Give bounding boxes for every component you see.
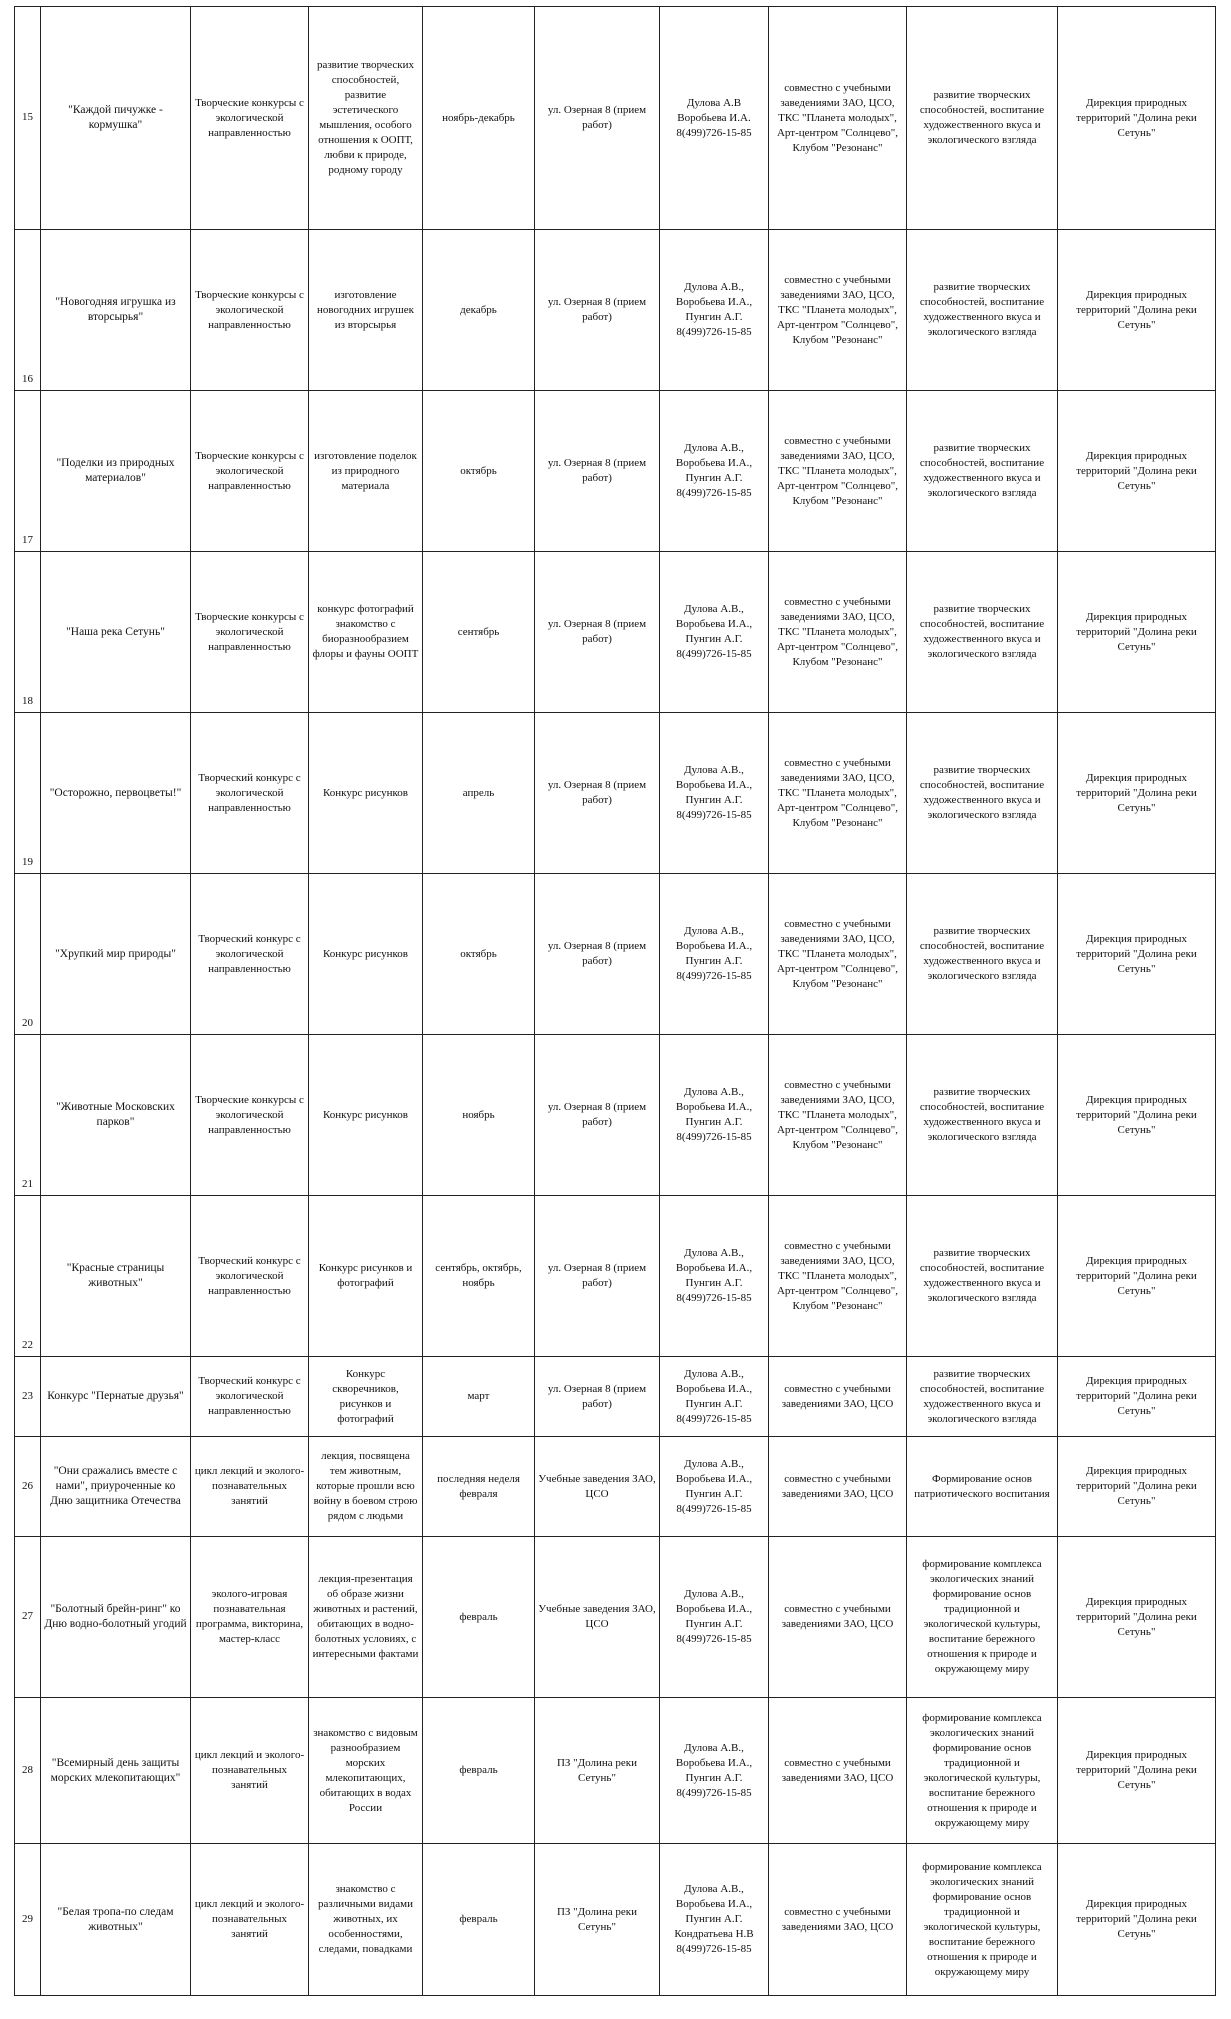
event-responsible: Дулова А.В., Воробьева И.А., Пунгин А.Г. 8(499)726-15-85 [660, 1437, 769, 1537]
event-partners: совместно с учебными заведениями ЗАО, ЦСО [769, 1437, 907, 1537]
row-number: 18 [15, 552, 41, 713]
table-row [15, 1437, 1216, 1537]
event-responsible: Дулова А.В., Воробьева И.А., Пунгин А.Г. Кондратьева Н.В 8(499)726-15-85 [660, 1844, 769, 1996]
event-name: "Каждой пичужке - кормушка" [41, 7, 191, 230]
event-place: ул. Озерная 8 (прием работ) [535, 552, 660, 713]
event-partners: совместно с учебными заведениями ЗАО, ЦСО [769, 1844, 907, 1996]
event-date: октябрь [423, 391, 535, 552]
event-responsible: Дулова А.В., Воробьева И.А., Пунгин А.Г. 8(499)726-15-85 [660, 391, 769, 552]
event-place: ул. Озерная 8 (прием работ) [535, 230, 660, 391]
table-row [15, 552, 1216, 713]
event-content: конкурс фотографий знакомство с биоразнообразием флоры и фауны ООПТ [309, 552, 423, 713]
event-form: цикл лекций и эколого-познавательных занятий [191, 1844, 309, 1996]
table-row [15, 1537, 1216, 1698]
event-name: "Хрупкий мир природы" [41, 874, 191, 1035]
row-number: 26 [15, 1437, 41, 1537]
table-row [15, 7, 1216, 230]
row-number: 19 [15, 713, 41, 874]
event-content: изготовление новогодних игрушек из вторсырья [309, 230, 423, 391]
event-content: Конкурс рисунков [309, 1035, 423, 1196]
event-goal: развитие творческих способностей, воспитание художественного вкуса и экологического взгляда [907, 391, 1058, 552]
event-form: Творческий конкурс с экологической направленностью [191, 1357, 309, 1437]
event-place: ул. Озерная 8 (прием работ) [535, 1196, 660, 1357]
event-goal: развитие творческих способностей, воспитание художественного вкуса и экологического взгляда [907, 552, 1058, 713]
event-place: ул. Озерная 8 (прием работ) [535, 713, 660, 874]
event-partners: совместно с учебными заведениями ЗАО, ЦСО, ТКС "Планета молодых", Арт-центром "Солнцево", Клубом "Резонанс" [769, 1035, 907, 1196]
event-date: ноябрь-декабрь [423, 7, 535, 230]
event-partners: совместно с учебными заведениями ЗАО, ЦСО [769, 1698, 907, 1844]
event-date: ноябрь [423, 1035, 535, 1196]
event-content: знакомство с различными видами животных, их особенностями, следами, повадками [309, 1844, 423, 1996]
event-place: ул. Озерная 8 (прием работ) [535, 1357, 660, 1437]
event-goal: формирование комплекса экологических знаний формирование основ традиционной и экологической культуры, воспитание бережного отношения к природе и окружающему миру [907, 1844, 1058, 1996]
event-organizer: Дирекция природных территорий "Долина реки Сетунь" [1058, 874, 1216, 1035]
event-place: ПЗ "Долина реки Сетунь" [535, 1844, 660, 1996]
event-date: февраль [423, 1537, 535, 1698]
event-place: Учебные заведения ЗАО, ЦСО [535, 1437, 660, 1537]
event-content: Конкурс рисунков [309, 713, 423, 874]
event-goal: развитие творческих способностей, воспитание художественного вкуса и экологического взгляда [907, 1035, 1058, 1196]
event-organizer: Дирекция природных территорий "Долина реки Сетунь" [1058, 230, 1216, 391]
event-form: Творческий конкурс с экологической направленностью [191, 1196, 309, 1357]
event-goal: развитие творческих способностей, воспитание художественного вкуса и экологического взгляда [907, 1196, 1058, 1357]
event-date: февраль [423, 1698, 535, 1844]
row-number: 27 [15, 1537, 41, 1698]
event-organizer: Дирекция природных территорий "Долина реки Сетунь" [1058, 713, 1216, 874]
event-responsible: Дулова А.В., Воробьева И.А., Пунгин А.Г. 8(499)726-15-85 [660, 1357, 769, 1437]
event-name: "Красные страницы животных" [41, 1196, 191, 1357]
table-row [15, 1698, 1216, 1844]
event-partners: совместно с учебными заведениями ЗАО, ЦСО, ТКС "Планета молодых", Арт-центром "Солнцево", Клубом "Резонанс" [769, 552, 907, 713]
event-organizer: Дирекция природных территорий "Долина реки Сетунь" [1058, 1698, 1216, 1844]
event-form: цикл лекций и эколого-познавательных занятий [191, 1698, 309, 1844]
row-number: 22 [15, 1196, 41, 1357]
event-organizer: Дирекция природных территорий "Долина реки Сетунь" [1058, 7, 1216, 230]
event-organizer: Дирекция природных территорий "Долина реки Сетунь" [1058, 552, 1216, 713]
event-partners: совместно с учебными заведениями ЗАО, ЦСО, ТКС "Планета молодых", Арт-центром "Солнцево", Клубом "Резонанс" [769, 713, 907, 874]
event-responsible: Дулова А.В Воробьева И.А. 8(499)726-15-85 [660, 7, 769, 230]
table-row [15, 713, 1216, 874]
event-responsible: Дулова А.В., Воробьева И.А., Пунгин А.Г. 8(499)726-15-85 [660, 713, 769, 874]
events-table [14, 6, 1216, 1996]
row-number: 16 [15, 230, 41, 391]
event-organizer: Дирекция природных территорий "Долина реки Сетунь" [1058, 1537, 1216, 1698]
event-organizer: Дирекция природных территорий "Долина реки Сетунь" [1058, 1357, 1216, 1437]
event-date: февраль [423, 1844, 535, 1996]
event-form: Творческий конкурс с экологической направленностью [191, 713, 309, 874]
event-content: знакомство с видовым разнообразием морских млекопитающих, обитающих в водах России [309, 1698, 423, 1844]
event-content: Конкурс рисунков и фотографий [309, 1196, 423, 1357]
table-row [15, 1196, 1216, 1357]
event-responsible: Дулова А.В., Воробьева И.А., Пунгин А.Г. 8(499)726-15-85 [660, 1035, 769, 1196]
event-date: декабрь [423, 230, 535, 391]
event-place: Учебные заведения ЗАО, ЦСО [535, 1537, 660, 1698]
event-content: лекция, посвящена тем животным, которые прошли всю войну в боевом строю рядом с людьми [309, 1437, 423, 1537]
event-content: развитие творческих способностей, развитие эстетического мышления, особого отношения к ООПТ, любви к природе, родному городу [309, 7, 423, 230]
event-organizer: Дирекция природных территорий "Долина реки Сетунь" [1058, 1437, 1216, 1537]
row-number: 23 [15, 1357, 41, 1437]
table-row [15, 391, 1216, 552]
event-place: ПЗ "Долина реки Сетунь" [535, 1698, 660, 1844]
event-date: апрель [423, 713, 535, 874]
event-goal: развитие творческих способностей, воспитание художественного вкуса и экологического взгляда [907, 230, 1058, 391]
event-goal: развитие творческих способностей, воспитание художественного вкуса и экологического взгляда [907, 874, 1058, 1035]
table-row [15, 1357, 1216, 1437]
event-place: ул. Озерная 8 (прием работ) [535, 391, 660, 552]
event-form: Творческие конкурсы с экологической направленностью [191, 7, 309, 230]
row-number: 20 [15, 874, 41, 1035]
table-row [15, 874, 1216, 1035]
event-responsible: Дулова А.В., Воробьева И.А., Пунгин А.Г. 8(499)726-15-85 [660, 1698, 769, 1844]
event-name: "Всемирный день защиты морских млекопитающих" [41, 1698, 191, 1844]
event-date: последняя неделя февраля [423, 1437, 535, 1537]
event-name: Конкурс "Пернатые друзья" [41, 1357, 191, 1437]
event-date: сентябрь [423, 552, 535, 713]
event-goal: формирование комплекса экологических знаний формирование основ традиционной и экологической культуры, воспитание бережного отношения к природе и окружающему миру [907, 1698, 1058, 1844]
table-row [15, 1035, 1216, 1196]
event-goal: развитие творческих способностей, воспитание художественного вкуса и экологического взгляда [907, 7, 1058, 230]
event-name: "Они сражались вместе с нами", приуроченные ко Дню защитника Отечества [41, 1437, 191, 1537]
event-organizer: Дирекция природных территорий "Долина реки Сетунь" [1058, 1035, 1216, 1196]
event-form: цикл лекций и эколого-познавательных занятий [191, 1437, 309, 1537]
event-name: "Осторожно, первоцветы!" [41, 713, 191, 874]
row-number: 21 [15, 1035, 41, 1196]
event-place: ул. Озерная 8 (прием работ) [535, 7, 660, 230]
event-name: "Новогодняя игрушка из вторсырья" [41, 230, 191, 391]
event-name: "Поделки из природных материалов" [41, 391, 191, 552]
event-partners: совместно с учебными заведениями ЗАО, ЦСО, ТКС "Планета молодых", Арт-центром "Солнцево", Клубом "Резонанс" [769, 874, 907, 1035]
event-content: изготовление поделок из природного материала [309, 391, 423, 552]
event-partners: совместно с учебными заведениями ЗАО, ЦСО, ТКС "Планета молодых", Арт-центром "Солнцево", Клубом "Резонанс" [769, 7, 907, 230]
event-name: "Животные Московских парков" [41, 1035, 191, 1196]
row-number: 28 [15, 1698, 41, 1844]
event-date: сентябрь, октябрь, ноябрь [423, 1196, 535, 1357]
event-responsible: Дулова А.В., Воробьева И.А., Пунгин А.Г. 8(499)726-15-85 [660, 1537, 769, 1698]
event-organizer: Дирекция природных территорий "Долина реки Сетунь" [1058, 1196, 1216, 1357]
event-goal: развитие творческих способностей, воспитание художественного вкуса и экологического взгляда [907, 1357, 1058, 1437]
event-content: лекция-презентация об образе жизни животных и растений, обитающих в водно-болотных условиях, с интересными фактами [309, 1537, 423, 1698]
event-content: Конкурс рисунков [309, 874, 423, 1035]
event-form: эколого-игровая познавательная программа, викторина, мастер-класс [191, 1537, 309, 1698]
row-number: 17 [15, 391, 41, 552]
row-number: 29 [15, 1844, 41, 1996]
event-name: "Белая тропа-по следам животных" [41, 1844, 191, 1996]
row-number: 15 [15, 7, 41, 230]
event-form: Творческие конкурсы с экологической направленностью [191, 552, 309, 713]
event-responsible: Дулова А.В., Воробьева И.А., Пунгин А.Г. 8(499)726-15-85 [660, 230, 769, 391]
event-name: "Болотный брейн-ринг" ко Дню водно-болотный угодий [41, 1537, 191, 1698]
event-date: октябрь [423, 874, 535, 1035]
event-name: "Наша река Сетунь" [41, 552, 191, 713]
event-responsible: Дулова А.В., Воробьева И.А., Пунгин А.Г. 8(499)726-15-85 [660, 1196, 769, 1357]
event-partners: совместно с учебными заведениями ЗАО, ЦСО [769, 1537, 907, 1698]
event-place: ул. Озерная 8 (прием работ) [535, 1035, 660, 1196]
event-date: март [423, 1357, 535, 1437]
event-responsible: Дулова А.В., Воробьева И.А., Пунгин А.Г. 8(499)726-15-85 [660, 874, 769, 1035]
event-goal: Формирование основ патриотического воспитания [907, 1437, 1058, 1537]
table-row [15, 230, 1216, 391]
event-organizer: Дирекция природных территорий "Долина реки Сетунь" [1058, 391, 1216, 552]
event-form: Творческий конкурс с экологической направленностью [191, 874, 309, 1035]
table-row [15, 1844, 1216, 1996]
event-partners: совместно с учебными заведениями ЗАО, ЦСО [769, 1357, 907, 1437]
event-place: ул. Озерная 8 (прием работ) [535, 874, 660, 1035]
event-form: Творческие конкурсы с экологической направленностью [191, 230, 309, 391]
event-content: Конкурс скворечников, рисунков и фотографий [309, 1357, 423, 1437]
event-responsible: Дулова А.В., Воробьева И.А., Пунгин А.Г. 8(499)726-15-85 [660, 552, 769, 713]
event-form: Творческие конкурсы с экологической направленностью [191, 1035, 309, 1196]
event-form: Творческие конкурсы с экологической направленностью [191, 391, 309, 552]
event-organizer: Дирекция природных территорий "Долина реки Сетунь" [1058, 1844, 1216, 1996]
event-goal: формирование комплекса экологических знаний формирование основ традиционной и экологической культуры, воспитание бережного отношения к природе и окружающему миру [907, 1537, 1058, 1698]
event-partners: совместно с учебными заведениями ЗАО, ЦСО, ТКС "Планета молодых", Арт-центром "Солнцево", Клубом "Резонанс" [769, 1196, 907, 1357]
event-partners: совместно с учебными заведениями ЗАО, ЦСО, ТКС "Планета молодых", Арт-центром "Солнцево", Клубом "Резонанс" [769, 230, 907, 391]
event-goal: развитие творческих способностей, воспитание художественного вкуса и экологического взгляда [907, 713, 1058, 874]
event-partners: совместно с учебными заведениями ЗАО, ЦСО, ТКС "Планета молодых", Арт-центром "Солнцево", Клубом "Резонанс" [769, 391, 907, 552]
